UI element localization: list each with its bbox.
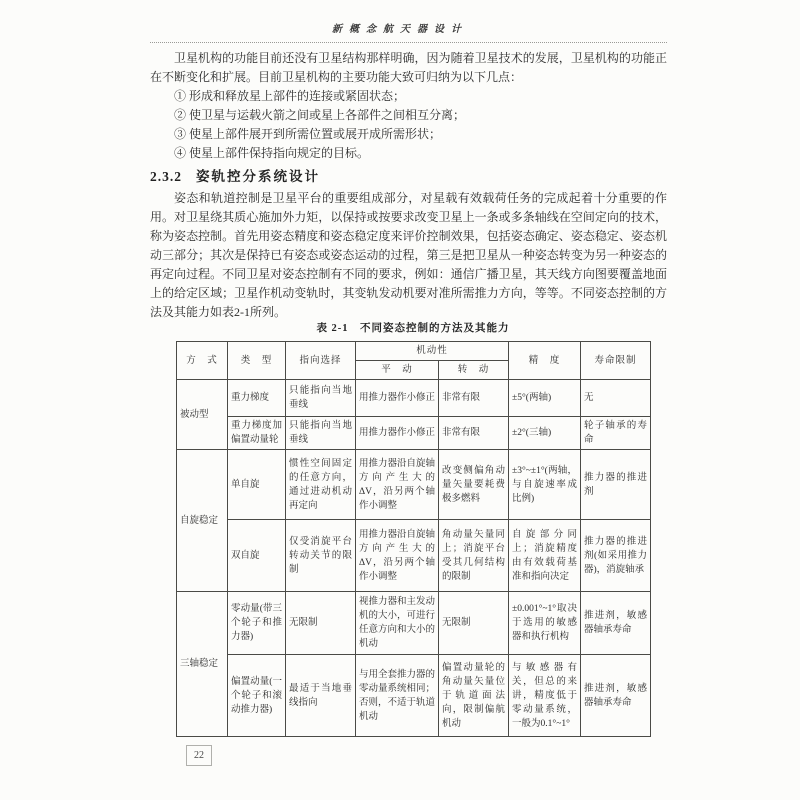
cell-type: 偏置动量(一个轮子和滚动推力器) <box>228 655 286 737</box>
cell-pointing: 只能指向当地垂线 <box>286 380 356 417</box>
list-item-4: ④ 使星上部件保持指向规定的目标。 <box>174 146 370 160</box>
cell-rotation: 非常有限 <box>439 417 509 450</box>
list-item-2: ② 使卫星与运载火箭之间或星上各部件之间相互分离； <box>174 108 466 122</box>
cell-pointing: 只能指向当地垂线 <box>286 417 356 450</box>
cell-group-passive: 被动型 <box>177 380 228 450</box>
cell-pointing: 无限制 <box>286 592 356 655</box>
cell-type: 双自旋 <box>228 520 286 592</box>
running-header-title: 新概念航天器设计 <box>332 24 468 35</box>
attitude-control-table <box>176 341 651 737</box>
col-header-translation: 平 动 <box>356 361 439 380</box>
cell-lifetime: 推进剂，敏感器轴承寿命 <box>581 655 651 737</box>
table-row <box>177 655 651 737</box>
page-number-box <box>186 745 212 766</box>
cell-precision: ±3°~±1°(两轴，与自旋速率成比例) <box>509 450 581 520</box>
cell-type: 零动量(带三个轮子和推力器) <box>228 592 286 655</box>
cell-group-three-axis: 三轴稳定 <box>177 592 228 737</box>
page-number: 22 <box>194 750 204 761</box>
cell-group-spin: 自旋稳定 <box>177 450 228 592</box>
cell-rotation: 非常有限 <box>439 380 509 417</box>
table-caption: 表 2-1 不同姿态控制的方法及其能力 <box>316 323 510 334</box>
intro-paragraph: 卫星机构的功能目前还没有卫星结构那样明确，因为随着卫星技术的发展，卫星机构的功能正在不断变化和扩展。目前卫星机构的主要功能大致可归纳为以下几点： <box>150 51 667 84</box>
cell-rotation: 改变侧偏角动量矢量要耗费极多燃料 <box>439 450 509 520</box>
cell-lifetime: 推进剂，敏感器轴承寿命 <box>581 592 651 655</box>
cell-type: 重力梯度 <box>228 380 286 417</box>
table-row <box>177 450 651 520</box>
col-header-method: 方 式 <box>177 342 228 380</box>
table-row <box>177 520 651 592</box>
list-item-3: ③ 使星上部件展开到所需位置或展开成所需形状； <box>174 127 442 141</box>
section-heading <box>150 165 667 185</box>
section-paragraph-block <box>150 189 667 322</box>
intro-block <box>150 49 667 163</box>
cell-translation: 与用全套推力器的零动量系统相同；否则，不适于轨道机动 <box>356 655 439 737</box>
col-header-mobility: 机动性 <box>356 342 509 361</box>
cell-type: 单自旋 <box>228 450 286 520</box>
cell-translation: 用推力器作小修正 <box>356 417 439 450</box>
section-paragraph: 姿态和轨道控制是卫星平台的重要组成部分，对星载有效载荷任务的完成起着十分重要的作用。对卫星绕其质心施加外力矩，以保持或按要求改变卫星上一条或多条轴线在空间定向的技术，称为姿态控制。首先用姿态精度和姿态稳定度来评价控制效果，包括姿态确定、姿态稳定、姿态机动三部分；其次是保持已有姿态或姿态运动的过程，第三是把卫星从一种姿态转变为另一种姿态的再定向过程。不同卫星对姿态控制有不同的要求，例如：通信广播卫星，其天线方向图要覆盖地面上的给定区域；卫星作机动变轨时，其变轨发动机要对准所需推力方向，等等。不同姿态控制的方法及其能力如表2-1所列。 <box>150 191 667 319</box>
cell-lifetime: 推力器的推进剂(如采用推力器)，消旋轴承 <box>581 520 651 592</box>
col-header-pointing: 指向选择 <box>286 342 356 380</box>
cell-translation: 用推力器沿自旋轴方向产生大的ΔV，沿另两个轴作小调整 <box>356 520 439 592</box>
cell-precision: ±2°(三轴) <box>509 417 581 450</box>
list-item-1: ① 形成和释放星上部件的连接或紧固状态； <box>174 89 406 103</box>
table-row <box>177 380 651 417</box>
col-header-lifetime: 寿命限制 <box>581 342 651 380</box>
cell-pointing: 惯性空间固定的任意方向，通过进动机动再定向 <box>286 450 356 520</box>
cell-precision: ±5°(两轴) <box>509 380 581 417</box>
cell-translation: 用推力器沿自旋轴方向产生大的ΔV，沿另两个轴作小调整 <box>356 450 439 520</box>
table-row <box>177 417 651 450</box>
cell-lifetime: 推力器的推进剂 <box>581 450 651 520</box>
cell-rotation: 无限制 <box>439 592 509 655</box>
col-header-type: 类 型 <box>228 342 286 380</box>
cell-precision: ±0.001°~1°取决于选用的敏感器和执行机构 <box>509 592 581 655</box>
cell-pointing: 仅受消旋平台转动关节的限制 <box>286 520 356 592</box>
cell-precision: 自旋部分同上；消旋精度由有效载荷基准和指向决定 <box>509 520 581 592</box>
col-header-precision: 精 度 <box>509 342 581 380</box>
cell-lifetime: 无 <box>581 380 651 417</box>
cell-precision: 与敏感器有关，但总的来讲，精度低于零动量系统，一般为0.1°~1° <box>509 655 581 737</box>
table-row <box>177 592 651 655</box>
cell-pointing: 最适于当地垂线指向 <box>286 655 356 737</box>
cell-translation: 用推力器作小修正 <box>356 380 439 417</box>
header-divider-rule <box>150 42 667 43</box>
col-header-rotation: 转 动 <box>439 361 509 380</box>
cell-type: 重力梯度加偏置动量轮 <box>228 417 286 450</box>
section-number: 2.3.2 <box>150 169 182 184</box>
function-list <box>150 87 667 163</box>
cell-rotation: 角动量矢量同上；消旋平台受其几何结构的限制 <box>439 520 509 592</box>
cell-translation: 视推力器和主发动机的大小，可进行任意方向和大小的机动 <box>356 592 439 655</box>
cell-rotation: 偏置动量轮的角动量矢量位于轨道面法向，限制偏航机动 <box>439 655 509 737</box>
cell-lifetime: 轮子轴承的寿命 <box>581 417 651 450</box>
section-title: 姿轨控分系统设计 <box>196 169 320 184</box>
